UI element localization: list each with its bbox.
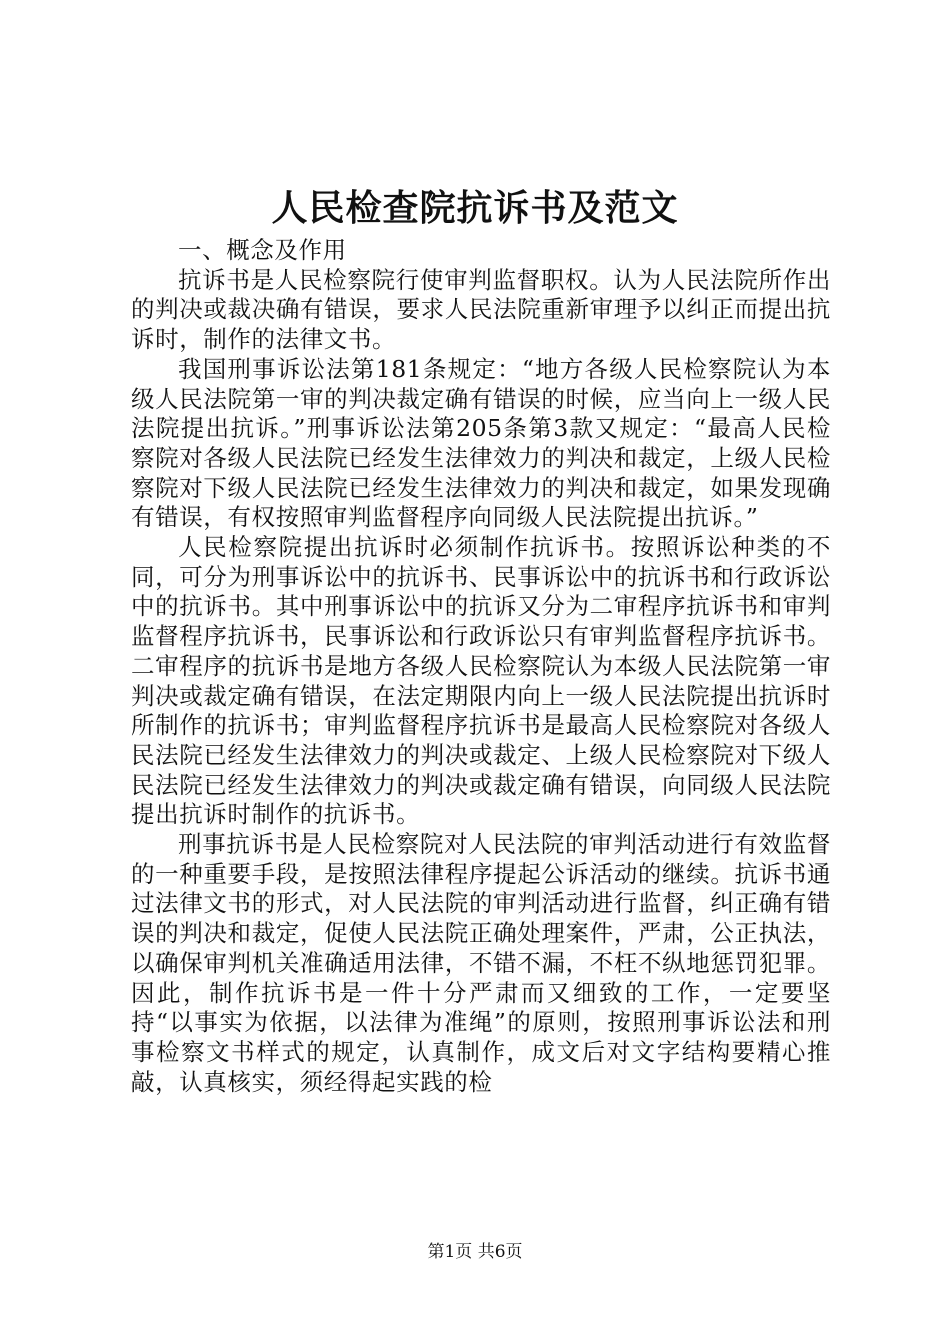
- paragraph-3: 人民检察院提出抗诉时必须制作抗诉书。按照诉讼种类的不同，可分为刑事诉讼中的抗诉书、民事诉讼中的抗诉书和行政诉讼中的抗诉书。其中刑事诉讼中的抗诉又分为二审程序抗诉书和审判监督程序抗诉书，民事诉讼和行政诉讼只有审判监督程序抗诉书。二审程序的抗诉书是地方各级人民检察院认为本级人民法院第一审判决或裁定确有错误，在法定期限内向上一级人民法院提出抗诉时所制作的抗诉书；审判监督程序抗诉书是最高人民检察院对各级人民法院已经发生法律效力的判决或裁定、上级人民检察院对下级人民法院已经发生法律效力的判决或裁定确有错误，向同级人民法院提出抗诉时制作的抗诉书。: [131, 533, 831, 829]
- page-footer: 第1页 共6页: [427, 1242, 523, 1262]
- paragraph-4: 刑事抗诉书是人民检察院对人民法院的审判活动进行有效监督的一种重要手段，是按照法律程序提起公诉活动的继续。抗诉书通过法律文书的形式，对人民法院的审判活动进行监督，纠正确有错误的判决和裁定，促使人民法院正确处理案件，严肃，公正执法，以确保审判机关准确适用法律，不错不漏，不枉不纵地惩罚犯罪。因此，制作抗诉书是一件十分严肃而又细致的工作，一定要坚持“以事实为依据，以法律为准绳”的原则，按照刑事诉讼法和刑事检察文书样式的规定，认真制作，成文后对文字结构要精心推敲，认真核实，须经得起实践的检: [131, 830, 831, 1096]
- section-heading: 一、概念及作用: [178, 236, 347, 264]
- page-title: 人民检查院抗诉书及范文: [271, 187, 679, 229]
- paragraph-2: 我国刑事诉讼法第181条规定：“地方各级人民检察院认为本级人民法院第一审的判决裁定确有错误的时候，应当向上一级人民法院提出抗诉。”刑事诉讼法第205条第3款又规定：“最高人民检察院对各级人民法院已经发生法律效力的判决和裁定，上级人民检察院对下级人民法院已经发生法律效力的判决和裁定，如果发现确有错误，有权按照审判监督程序向同级人民法院提出抗诉。”: [131, 354, 831, 532]
- paragraph-1: 抗诉书是人民检察院行使审判监督职权。认为人民法院所作出的判决或裁决确有错误，要求人民法院重新审理予以纠正而提出抗诉时，制作的法律文书。: [131, 265, 831, 354]
- document-body: [131, 236, 831, 1097]
